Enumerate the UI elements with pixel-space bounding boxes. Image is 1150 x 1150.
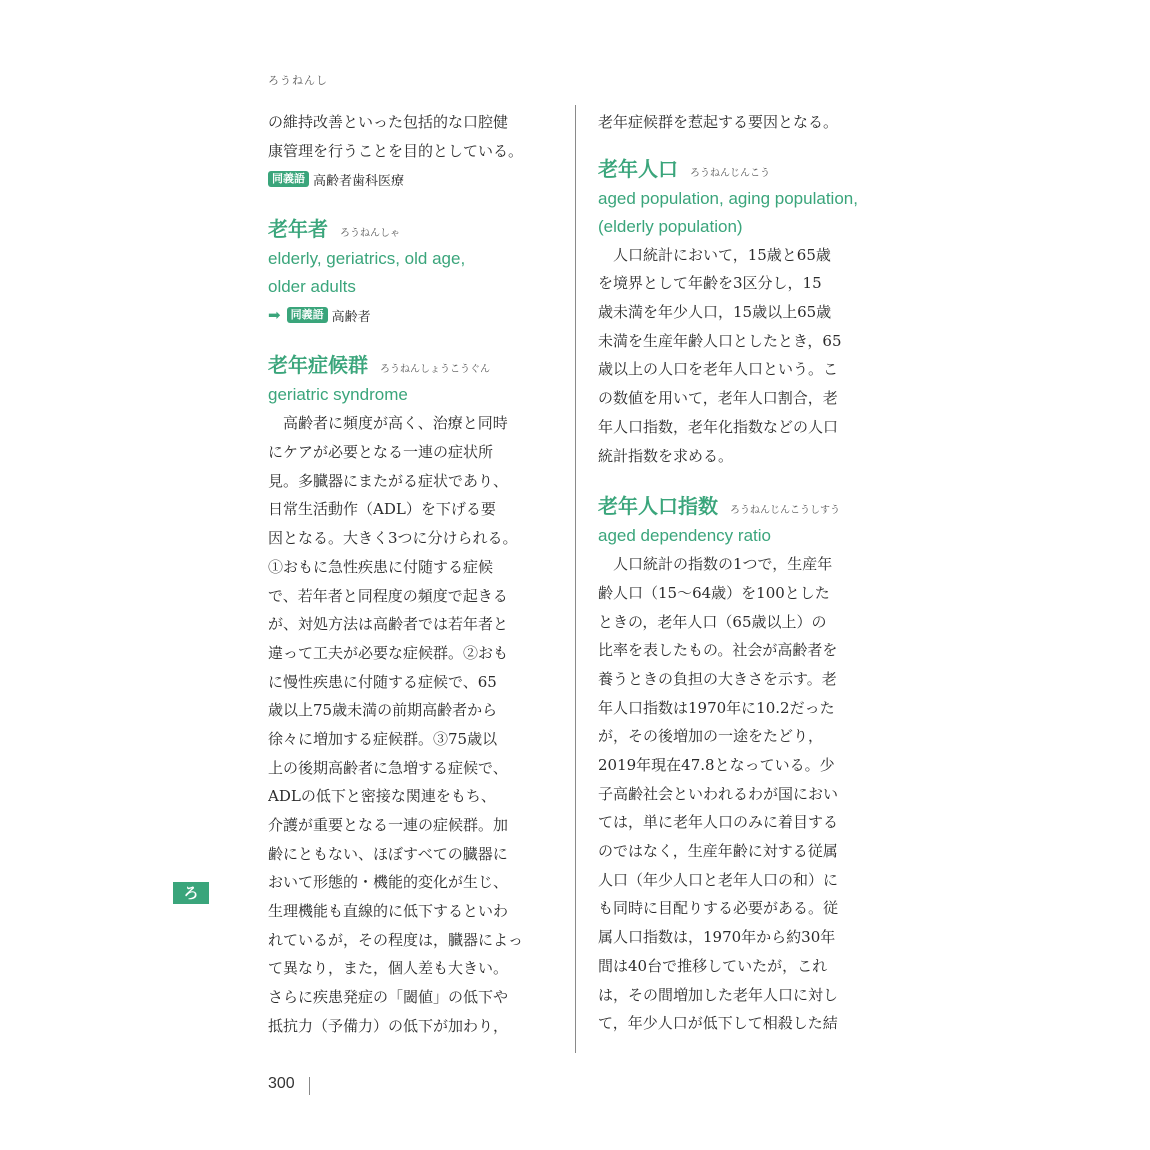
- body-line: 間は40台で推移していたが，これ: [598, 956, 828, 975]
- related-term-link[interactable]: 高齢者歯科医療: [313, 173, 405, 189]
- body-line: 見。多臓器にまたがる症状であり、: [268, 471, 509, 490]
- entry-english: aged dependency ratio: [598, 526, 771, 546]
- body-line: 抵抗力（予備力）の低下が加わり，: [268, 1016, 509, 1035]
- body-line: が，その後増加の一途をたどり，: [598, 727, 824, 746]
- body-line: 歳以上75歳未満の前期高齢者から: [268, 701, 498, 720]
- entry-english: aged population, aging population,: [598, 188, 858, 208]
- body-line: おいて形態的・機能的変化が生じ、: [268, 873, 509, 892]
- running-head: ろうねんし: [268, 74, 328, 87]
- body-line: 属人口指数は，1970年から約30年: [598, 928, 836, 947]
- body-line: て異なり，また，個人差も大きい。: [268, 959, 509, 978]
- entry-heading: [268, 349, 556, 381]
- page-number-rule: [309, 1077, 310, 1095]
- body-line: が、対処方法は高齢者では若年者と: [268, 615, 509, 634]
- body-line: て，年少人口が低下して相殺した結: [598, 1014, 838, 1033]
- body-line: 生理機能も直線的に低下するといわ: [268, 902, 509, 921]
- body-line: の数値を用いて，老年人口割合，老: [598, 389, 838, 408]
- entry-body: [598, 550, 886, 1038]
- body-line: 比率を表したもの。社会が高齢者を: [598, 641, 838, 660]
- right-arrow-icon: ➡: [268, 306, 281, 325]
- body-line: 子高齢社会といわれるわが国におい: [598, 784, 839, 803]
- body-line: 統計指数を求める。: [598, 446, 734, 465]
- entry-body: [598, 241, 886, 471]
- body-line: 年人口指数，老年化指数などの人口: [598, 417, 839, 436]
- related-term-line: [268, 165, 556, 193]
- body-line: 人口統計の指数の1つで，生産年: [598, 555, 833, 574]
- body-line: 上の後期高齢者に急増する症候で、: [268, 758, 508, 777]
- body-line: 齢人口（15～64歳）を100とした: [598, 583, 830, 602]
- body-line: 年人口指数は1970年に10.2だった: [598, 698, 835, 717]
- body-line: 康管理を行うことを目的としている。: [268, 141, 524, 160]
- entry-title: 老年者: [268, 217, 328, 242]
- body-line: 人口（年少人口と老年人口の和）に: [598, 870, 839, 889]
- body-line: のではなく，生産年齢に対する従属: [598, 842, 838, 861]
- body-line: さらに疾患発症の「閾値」の低下や: [268, 988, 509, 1007]
- page-number: 300: [268, 1075, 295, 1092]
- body-line: 歳以上の人口を老年人口という。こ: [598, 360, 839, 379]
- left-column: [268, 108, 556, 1041]
- body-line: 介護が重要となる一連の症候群。加: [268, 816, 509, 834]
- body-line: 高齢者に頻度が高く、治療と同時: [268, 414, 508, 433]
- body-line: 違って工夫が必要な症候群。②おも: [268, 643, 509, 662]
- right-column: [598, 108, 886, 1038]
- index-tab[interactable]: ろ: [173, 882, 209, 904]
- body-line: ては，単に老年人口のみに着目する: [598, 813, 839, 832]
- synonym-badge: 同義語: [268, 171, 309, 187]
- entry-body: [268, 409, 556, 1040]
- related-term-line: [268, 301, 556, 329]
- body-line: ①おもに急性疾患に付随する症候: [268, 557, 494, 576]
- entry-reading: ろうねんしゃ: [340, 228, 400, 240]
- body-line: 未満を生産年齢人口としたとき，65: [598, 331, 842, 350]
- entry-english: geriatric syndrome: [268, 385, 408, 405]
- body-line: れているが，その程度は，臓器によっ: [268, 930, 524, 949]
- entry-heading: [268, 213, 556, 245]
- entry-reading: ろうねんじんこう: [690, 167, 770, 179]
- related-term-link[interactable]: 高齢者: [331, 309, 371, 325]
- entry-title: 老年人口: [598, 156, 678, 181]
- body-line: 2019年現在47.8となっている。少: [598, 756, 835, 774]
- body-line: ADLの低下と密接な関連をもち、: [268, 787, 496, 806]
- entry-english: (elderly population): [598, 216, 743, 236]
- entry-reading: ろうねんじんこうしすう: [730, 505, 840, 517]
- entry-title: 老年人口指数: [598, 494, 718, 519]
- entry-english: elderly, geriatrics, old age,: [268, 249, 466, 269]
- body-line: 徐々に増加する症候群。③75歳以: [268, 729, 498, 748]
- entry-heading: [598, 490, 886, 522]
- body-line: 養うときの負担の大きさを示す。老: [598, 669, 837, 688]
- column-divider: [575, 105, 576, 1053]
- body-line: の維持改善といった包括的な口腔健: [268, 113, 509, 131]
- body-line: に慢性疾患に付随する症候で、65: [268, 672, 497, 691]
- body-line: 歳未満を年少人口，15歳以上65歳: [598, 303, 832, 322]
- body-line: 因となる。大きく3つに分けられる。: [268, 529, 518, 548]
- body-line: にケアが必要となる一連の症状所: [268, 443, 494, 462]
- body-line: を境界として年齢を3区分し，15: [598, 274, 822, 293]
- synonym-badge: 同義語: [287, 307, 328, 323]
- body-line: は，その間増加した老年人口に対し: [598, 985, 839, 1004]
- body-line: 老年症候群を惹起する要因となる。: [598, 113, 839, 131]
- entry-title: 老年症候群: [268, 353, 368, 378]
- body-line: 齢にともない、ほぼすべての臓器に: [268, 844, 508, 863]
- entry-heading: [598, 153, 886, 185]
- body-line: で、若年者と同程度の頻度で起きる: [268, 586, 508, 605]
- entry-reading: ろうねんしょうこうぐん: [380, 364, 490, 376]
- entry-english: older adults: [268, 277, 356, 297]
- body-line: も同時に目配りする必要がある。従: [598, 899, 839, 918]
- body-line: 人口統計において，15歳と65歳: [598, 245, 831, 264]
- body-line: 日常生活動作（ADL）を下げる要: [268, 500, 496, 519]
- body-line: ときの，老年人口（65歳以上）の: [598, 612, 827, 631]
